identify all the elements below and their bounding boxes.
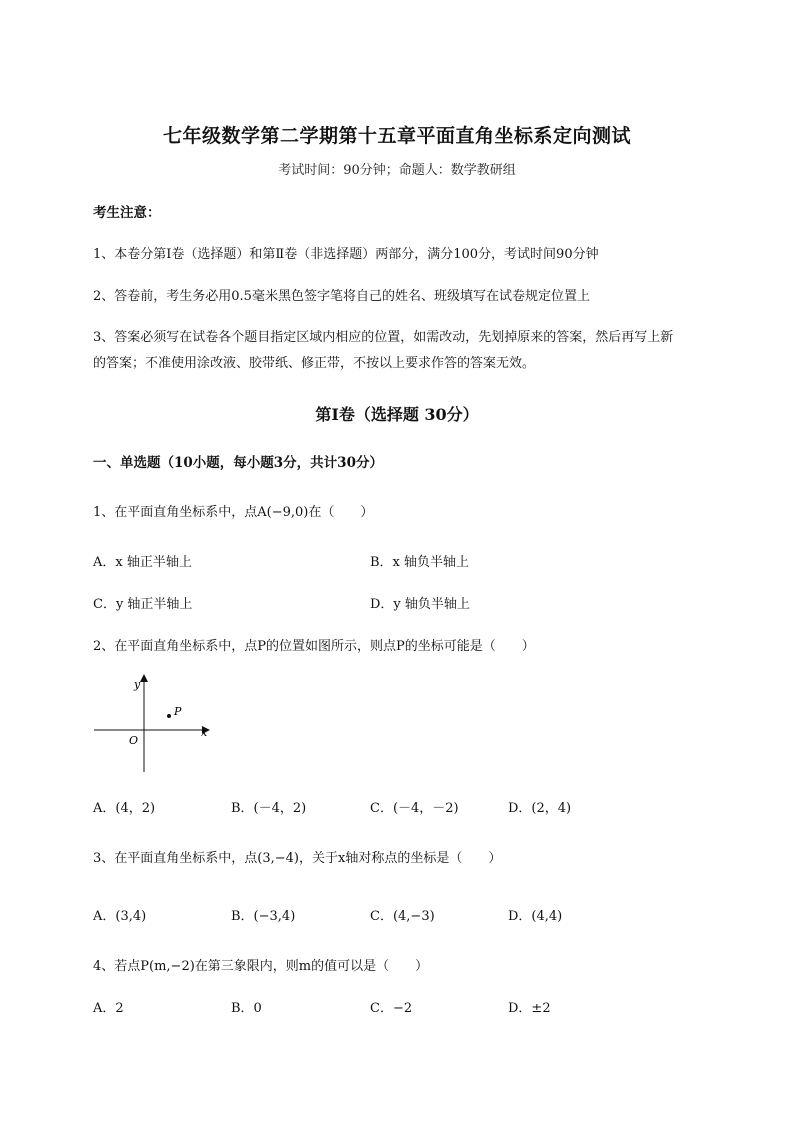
question-1-option-b: B．x 轴负半轴上 (370, 555, 470, 570)
y-axis-label: y (134, 678, 141, 691)
question-4-stem: 4、若点P(m,−2)在第三象限内，则m的值可以是（ ） (93, 959, 429, 974)
x-axis-label: x (201, 726, 208, 739)
section-title: 第I卷（选择题 30分） (315, 405, 479, 424)
question-4-option-c: C．−2 (370, 1001, 413, 1016)
notice-heading: 考生注意： (93, 205, 161, 221)
question-3-option-d: D．(4,4) (508, 909, 563, 924)
notice-item-2: 2、答卷前，考生务必用0.5毫米黑色签字笔将自己的姓名、班级填写在试卷规定位置上 (93, 289, 590, 304)
question-1-option-d: D．y 轴负半轴上 (370, 597, 470, 612)
exam-subtitle: 考试时间：90分钟；命题人：数学教研组 (278, 163, 516, 178)
question-1-option-a: A．x 轴正半轴上 (93, 555, 192, 570)
question-3-option-c: C．(4,−3) (370, 909, 435, 924)
question-1-stem: 1、在平面直角坐标系中，点A(−9,0)在（ ） (93, 505, 374, 520)
question-3-option-a: A．(3,4) (93, 909, 147, 924)
part-heading: 一、单选题（10小题，每小题3分，共计30分） (93, 455, 383, 471)
question-2-option-c: C．(－4，－2) (370, 801, 459, 816)
question-1-option-c: C．y 轴正半轴上 (93, 597, 193, 612)
question-2-option-d: D．(2，4) (508, 801, 572, 816)
notice-item-1: 1、本卷分第I卷（选择题）和第Ⅱ卷（非选择题）两部分，满分100分，考试时间90分钟 (93, 247, 599, 262)
notice-item-3-continued: 的答案；不准使用涂改液、胶带纸、修正带，不按以上要求作答的答案无效。 (93, 356, 536, 371)
origin-label: O (129, 734, 139, 747)
coordinate-figure (90, 674, 220, 774)
question-4-option-a: A．2 (93, 1001, 124, 1016)
point-p-label: P (174, 705, 182, 718)
point-p-marker (167, 714, 171, 718)
question-2-option-a: A．(4，2) (93, 801, 156, 816)
question-2-stem: 2、在平面直角坐标系中，点P的位置如图所示，则点P的坐标可能是（ ） (93, 639, 535, 654)
exam-title: 七年级数学第二学期第十五章平面直角坐标系定向测试 (162, 125, 631, 147)
question-2-option-b: B．(－4，2) (231, 801, 307, 816)
question-3-stem: 3、在平面直角坐标系中，点(3,−4)，关于x轴对称点的坐标是（ ） (93, 851, 502, 866)
question-4-option-d: D．±2 (508, 1001, 551, 1016)
question-3-option-b: B．(−3,4) (231, 909, 296, 924)
notice-item-3: 3、答案必须写在试卷各个题目指定区域内相应的位置，如需改动，先划掉原来的答案，然后再写上新 (93, 330, 674, 345)
y-axis-arrow (140, 674, 148, 682)
question-4-option-b: B．0 (231, 1001, 262, 1016)
